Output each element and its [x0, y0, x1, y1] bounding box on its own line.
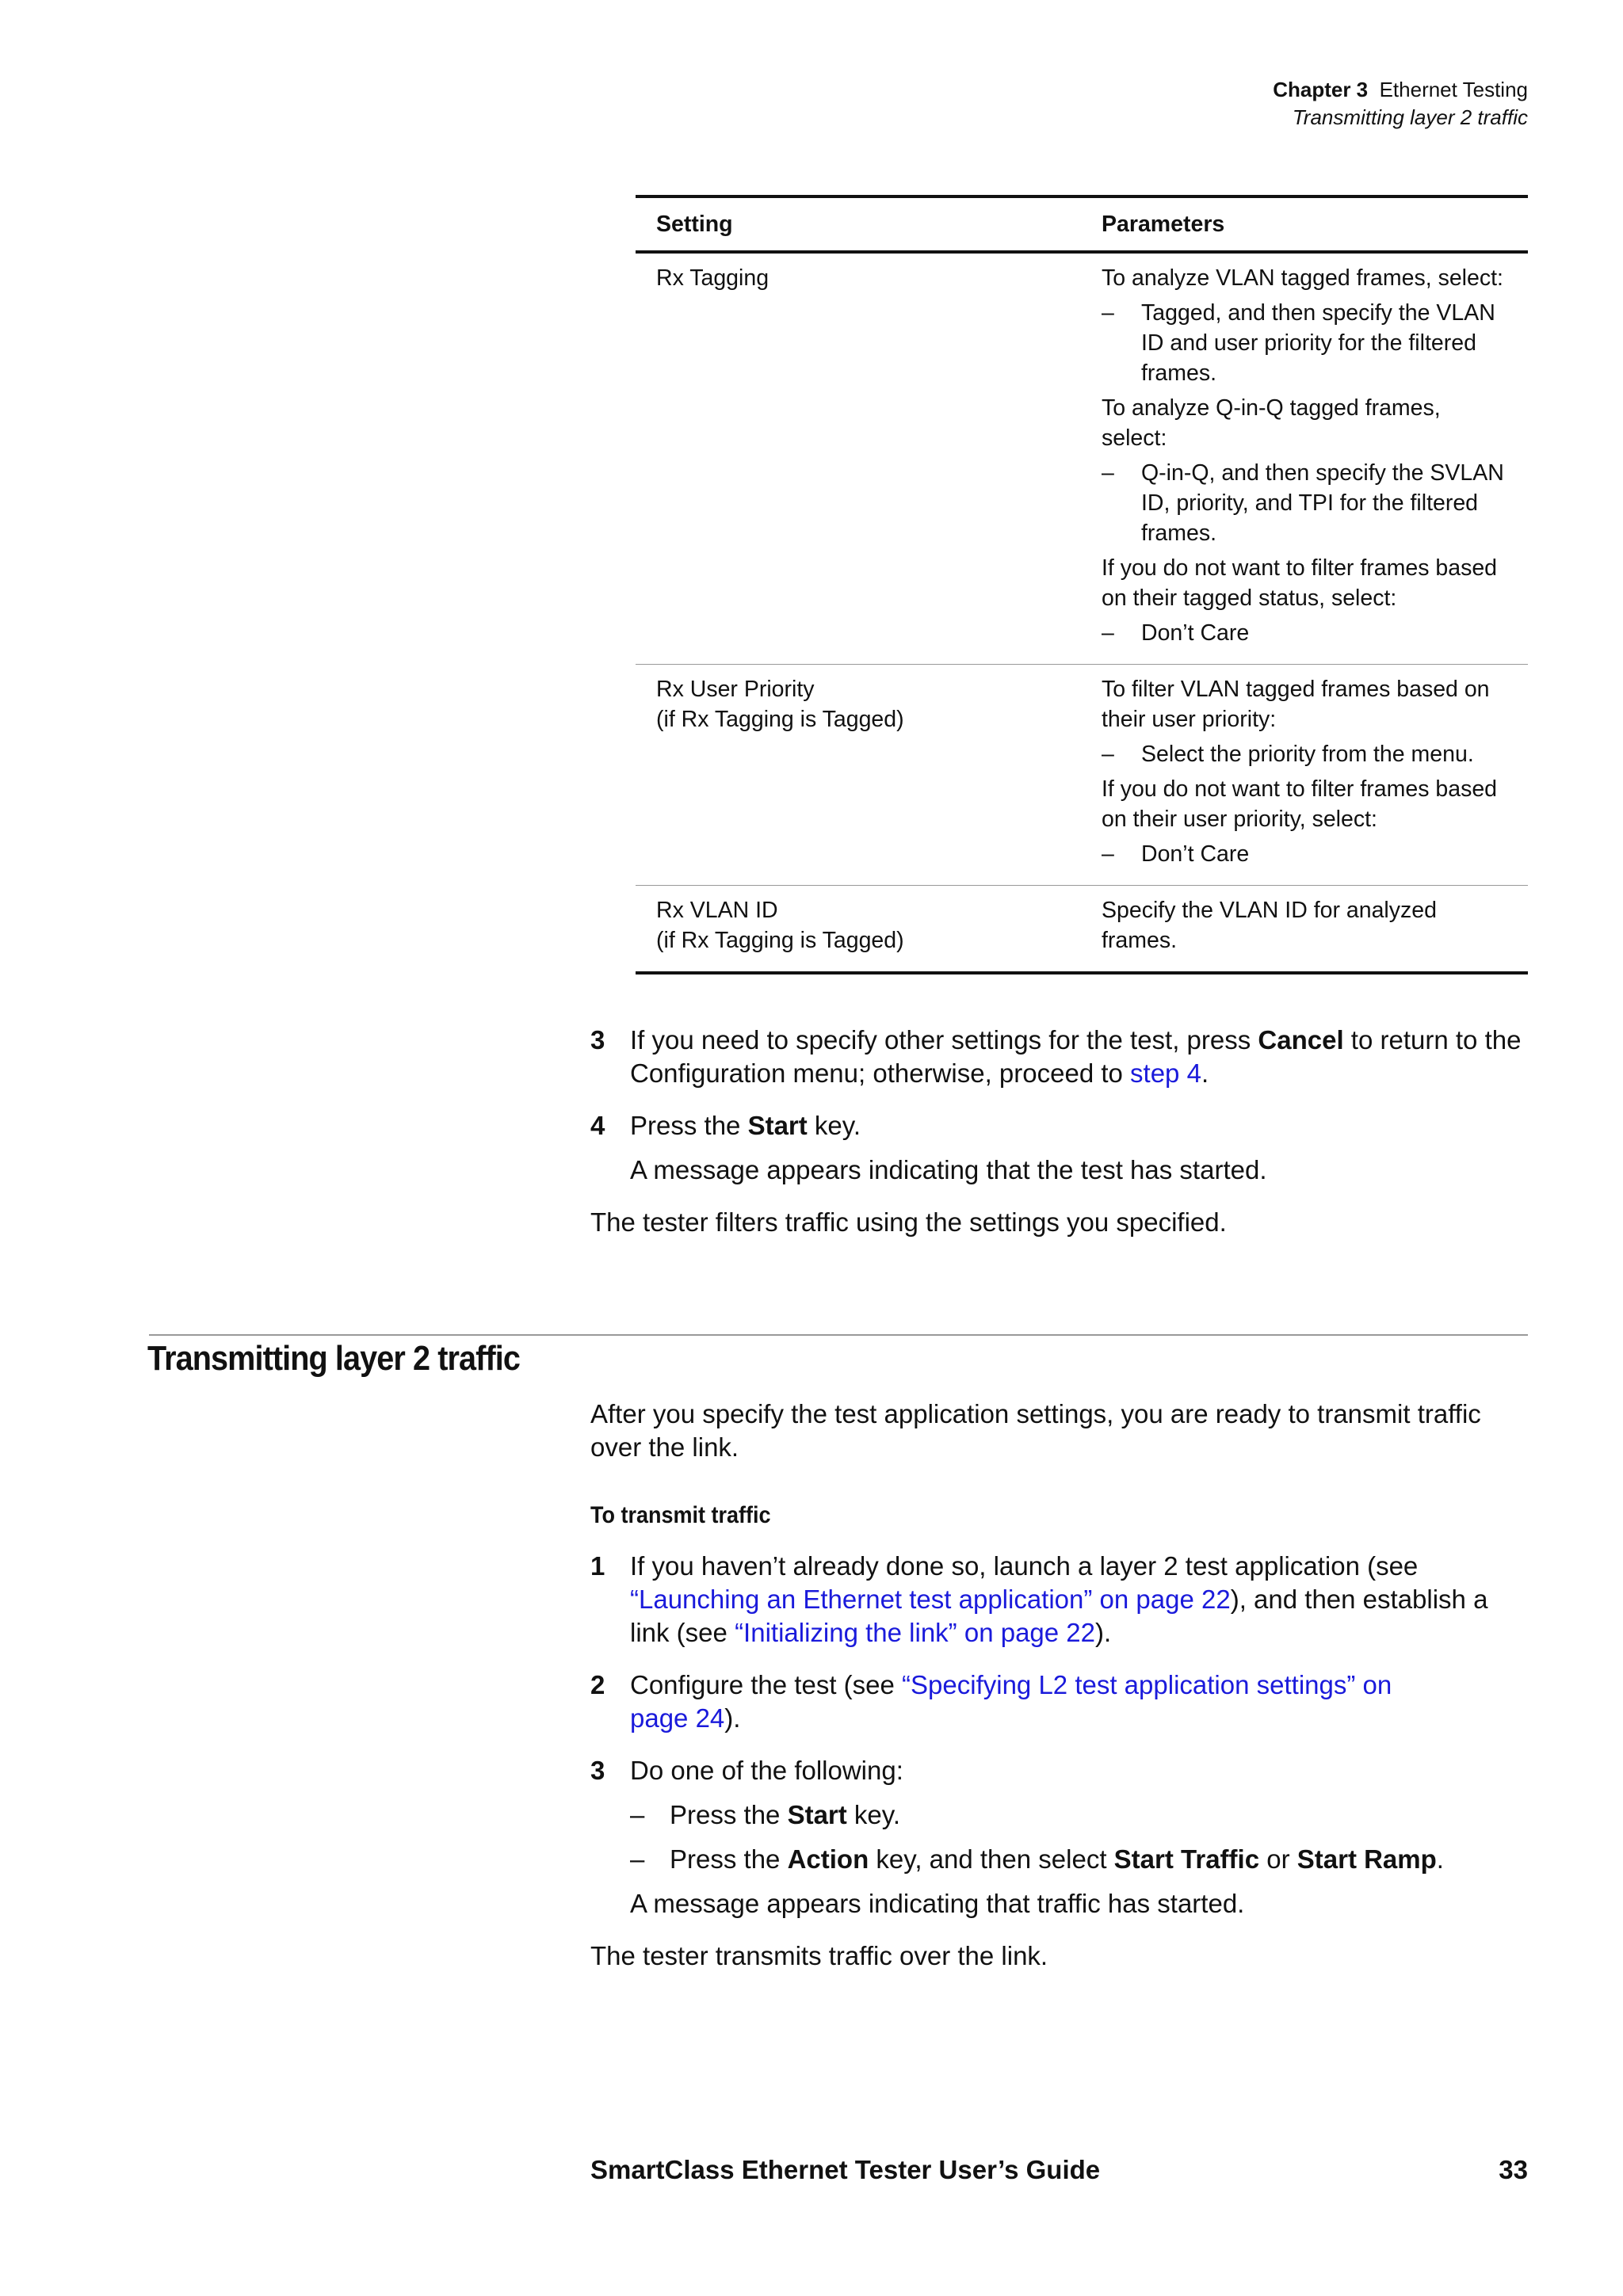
option-item: – Press the Start key. — [630, 1800, 901, 1829]
table-row — [636, 252, 1528, 665]
column-header-parameters: Parameters — [1081, 196, 1528, 252]
steps-block-filter — [590, 1024, 1529, 1239]
setting-name: Rx VLAN ID — [656, 898, 778, 923]
start-key-label: Start — [787, 1800, 847, 1829]
param-dash-item: – Tagged, and then specify the VLAN ID and user priority for the filtered frames. — [1102, 300, 1495, 386]
section-intro-block — [590, 1398, 1529, 1464]
step-number: 1 — [590, 1551, 605, 1581]
step-number: 2 — [590, 1670, 605, 1699]
footer-guide-title: SmartClass Ethernet Tester User’s Guide — [590, 2155, 1101, 2184]
step-result: A message appears indicating that traffic has started. — [630, 1889, 1245, 1918]
param-text: If you do not want to filter frames based on their user priority, select: — [1102, 776, 1498, 832]
setting-cell — [636, 665, 1081, 886]
step-text: If you need to specify other settings for the test, press Cancel to return to the Configuration menu; otherwise, proceed to step 4. — [630, 1025, 1522, 1088]
running-header — [1273, 76, 1528, 132]
param-text: Specify the VLAN ID for analyzed frames. — [1102, 898, 1437, 953]
l2-settings-link[interactable]: “Specifying L2 test application settings” on page 24 — [630, 1670, 1392, 1733]
closing-text: The tester transmits traffic over the link. — [590, 1941, 1048, 1970]
start-ramp-label: Start Ramp — [1296, 1844, 1437, 1874]
page-number: 33 — [1499, 2155, 1528, 2184]
chapter-line — [1273, 76, 1528, 104]
chapter-title: Ethernet Testing — [1379, 78, 1528, 101]
settings-table — [636, 195, 1528, 974]
parameters-cell — [1081, 665, 1528, 886]
param-dash-item: – Select the priority from the menu. — [1102, 742, 1474, 767]
initializing-link-link[interactable]: “Initializing the link” on page 22 — [735, 1618, 1096, 1647]
step-result: A message appears indicating that the test has started. — [630, 1155, 1267, 1184]
table-row — [636, 665, 1528, 886]
section-title: Transmitting layer 2 traffic — [147, 1339, 520, 1378]
step-text: Configure the test (see “Specifying L2 test application settings” on page 24). — [630, 1670, 1392, 1733]
column-header-setting: Setting — [636, 196, 1081, 252]
closing-text: The tester filters traffic using the settings you specified. — [590, 1207, 1227, 1237]
running-section-title: Transmitting layer 2 traffic — [1292, 105, 1528, 129]
param-dash-item: – Don’t Care — [1102, 841, 1250, 867]
step-3 — [590, 1754, 1529, 1920]
chapter-label: Chapter 3 — [1273, 78, 1369, 101]
procedure-title: To transmit traffic — [590, 1502, 771, 1528]
setting-name: Rx User Priority — [656, 677, 815, 702]
param-dash-item: – Q-in-Q, and then specify the SVLAN ID, priority, and TPI for the filtered frames. — [1102, 460, 1504, 546]
setting-note: (if Rx Tagging is Tagged) — [656, 707, 904, 732]
action-key-label: Action — [787, 1844, 869, 1874]
steps-block-transmit — [590, 1550, 1529, 1973]
setting-cell — [636, 252, 1081, 665]
step-1 — [590, 1550, 1529, 1650]
section-intro: After you specify the test application settings, you are ready to transmit traffic over the link. — [590, 1399, 1481, 1462]
setting-name: Rx Tagging — [656, 265, 769, 291]
cancel-key-label: Cancel — [1258, 1025, 1344, 1055]
param-text: If you do not want to filter frames based on their tagged status, select: — [1102, 555, 1498, 611]
start-traffic-label: Start Traffic — [1113, 1844, 1260, 1874]
step-text: If you haven’t already done so, launch a layer 2 test application (see “Launching an Ethernet test application” on page 22), and then establish a link (see “Initializing the link” on page 22). — [630, 1551, 1488, 1647]
step-4-link[interactable]: step 4 — [1130, 1058, 1201, 1088]
step-number: 3 — [590, 1756, 605, 1785]
parameters-cell — [1081, 886, 1528, 974]
step-text: Press the Start key. A message appears indicating that the test has started. — [630, 1109, 1529, 1187]
step-text: Do one of the following: – Press the Start key. – Press the Action key, and then select Start Traffic or Start Ramp. A message appears indicating that traffic has started. — [630, 1754, 1529, 1920]
parameters-cell — [1081, 252, 1528, 665]
step-2 — [590, 1669, 1529, 1735]
option-item: – Press the Action key, and then select Start Traffic or Start Ramp. — [630, 1844, 1444, 1874]
param-text: To analyze Q-in-Q tagged frames, select: — [1102, 395, 1441, 451]
table-row — [636, 886, 1528, 974]
start-key-label: Start — [747, 1111, 808, 1140]
setting-cell — [636, 886, 1081, 974]
param-text: To analyze VLAN tagged frames, select: — [1102, 265, 1503, 291]
launching-test-link[interactable]: “Launching an Ethernet test application” on page 22 — [630, 1585, 1231, 1614]
step-3 — [590, 1024, 1529, 1090]
param-dash-item: – Don’t Care — [1102, 620, 1250, 646]
section-divider — [149, 1334, 1528, 1336]
table-header-row — [636, 196, 1528, 252]
setting-note: (if Rx Tagging is Tagged) — [656, 928, 904, 953]
param-text: To filter VLAN tagged frames based on their user priority: — [1102, 677, 1490, 732]
step-4 — [590, 1109, 1529, 1187]
step-number: 4 — [590, 1111, 605, 1140]
step-number: 3 — [590, 1025, 605, 1055]
